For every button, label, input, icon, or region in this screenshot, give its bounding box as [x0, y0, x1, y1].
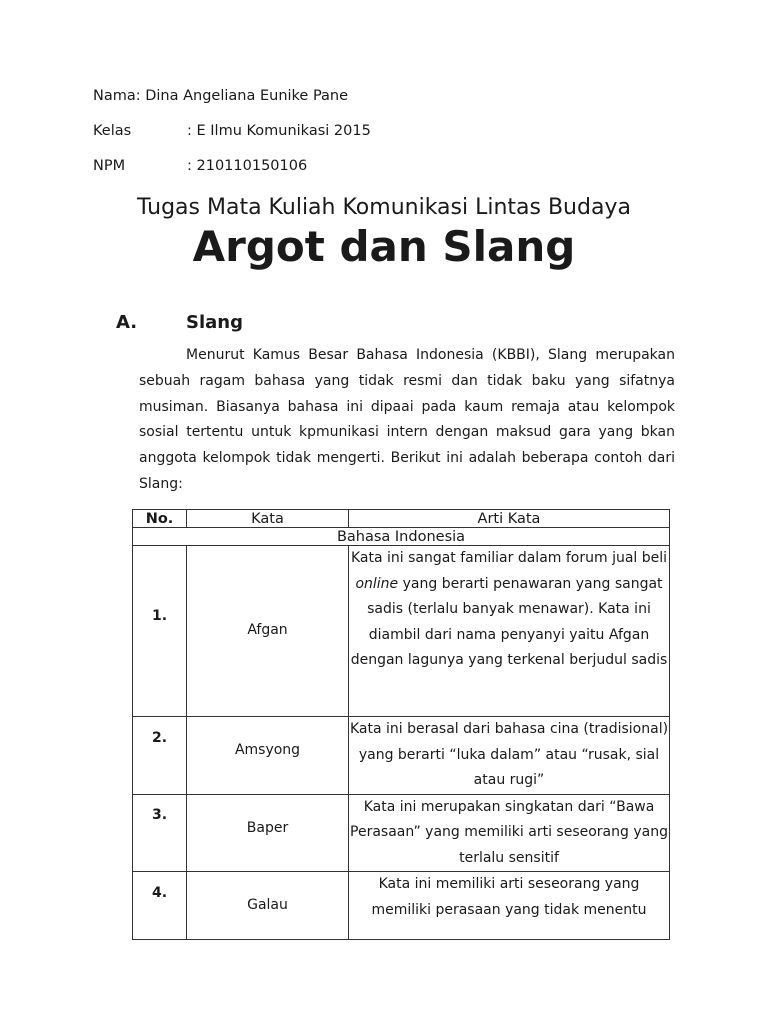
class-value: : E Ilmu Komunikasi 2015	[187, 123, 371, 139]
row-number-text: 1.	[151, 608, 168, 624]
table-group-row	[133, 528, 670, 546]
table-header-row	[133, 510, 670, 528]
table-row	[133, 872, 670, 940]
row-word-text: Baper	[246, 819, 289, 836]
row-word-text: Afgan	[247, 622, 288, 638]
row-word-text: Amsyong	[234, 742, 301, 758]
npm-value: : 210110150106	[187, 158, 308, 174]
row-number	[133, 717, 187, 795]
row-meaning-text-end: yang berarti penawaran yang sangat sadis (terlalu banyak menawar). Kata ini diambil dari nama penyanyi yaitu Afgan dengan lagunya yang terkenal berjudul sadis	[350, 575, 668, 668]
row-meaning	[349, 546, 670, 717]
row-meaning-text: Kata ini sangat familiar dalam forum jual beli	[350, 550, 668, 566]
row-number-text: 3.	[151, 806, 168, 823]
row-meaning: Kata ini memiliki arti seseorang yang memiliki perasaan yang tidak menentu	[349, 872, 670, 940]
student-name: Nama: Dina Angeliana Eunike Pane	[93, 88, 349, 104]
row-word	[187, 717, 349, 795]
row-number	[133, 546, 187, 717]
group-label: Bahasa Indonesia	[133, 528, 670, 546]
row-meaning: Kata ini merupakan singkatan dari “Bawa Perasaan” yang memiliki arti seseorang yang terlalu sensitif	[349, 794, 670, 872]
student-class-line	[93, 122, 371, 140]
npm-label: NPM	[93, 158, 126, 174]
table-row	[133, 794, 670, 872]
row-word	[187, 872, 349, 940]
row-word	[187, 546, 349, 717]
row-word	[187, 794, 349, 872]
section-paragraph: Menurut Kamus Besar Bahasa Indonesia (KBBI), Slang merupakan sebuah ragam bahasa yang tidak resmi dan tidak baku yang sifatnya musiman. Biasanya bahasa ini dipaai pada kaum remaja atau kelompok sosial tertentu untuk kpmunikasi intern dengan maksud gara yang bkan anggota kelompok tidak mengerti. Berikut ini adalah beberapa contoh dari Slang:	[139, 347, 675, 492]
row-word-text: Galau	[247, 897, 288, 913]
student-npm-line	[93, 157, 308, 175]
student-name-line	[93, 87, 348, 105]
table-row	[133, 546, 670, 717]
document-subtitle: Tugas Mata Kuliah Komunikasi Lintas Budaya	[137, 195, 631, 220]
row-number-text: 2.	[151, 730, 168, 746]
section-heading: Slang	[186, 312, 243, 333]
header-word: Kata	[187, 510, 349, 528]
table-row	[133, 717, 670, 795]
slang-table	[132, 509, 670, 940]
document-title: Argot dan Slang	[192, 222, 576, 271]
row-number	[133, 872, 187, 940]
header-meaning: Arti Kata	[349, 510, 670, 528]
row-meaning-italic: online	[355, 575, 399, 592]
row-meaning: Kata ini berasal dari bahasa cina (tradisional) yang berarti “luka dalam” atau “rusak, sial atau rugi”	[349, 717, 670, 795]
row-number-text: 4.	[151, 885, 168, 901]
header-no: No.	[133, 510, 187, 528]
section-letter: A.	[116, 312, 138, 333]
row-number	[133, 794, 187, 872]
class-label: Kelas	[93, 123, 132, 139]
